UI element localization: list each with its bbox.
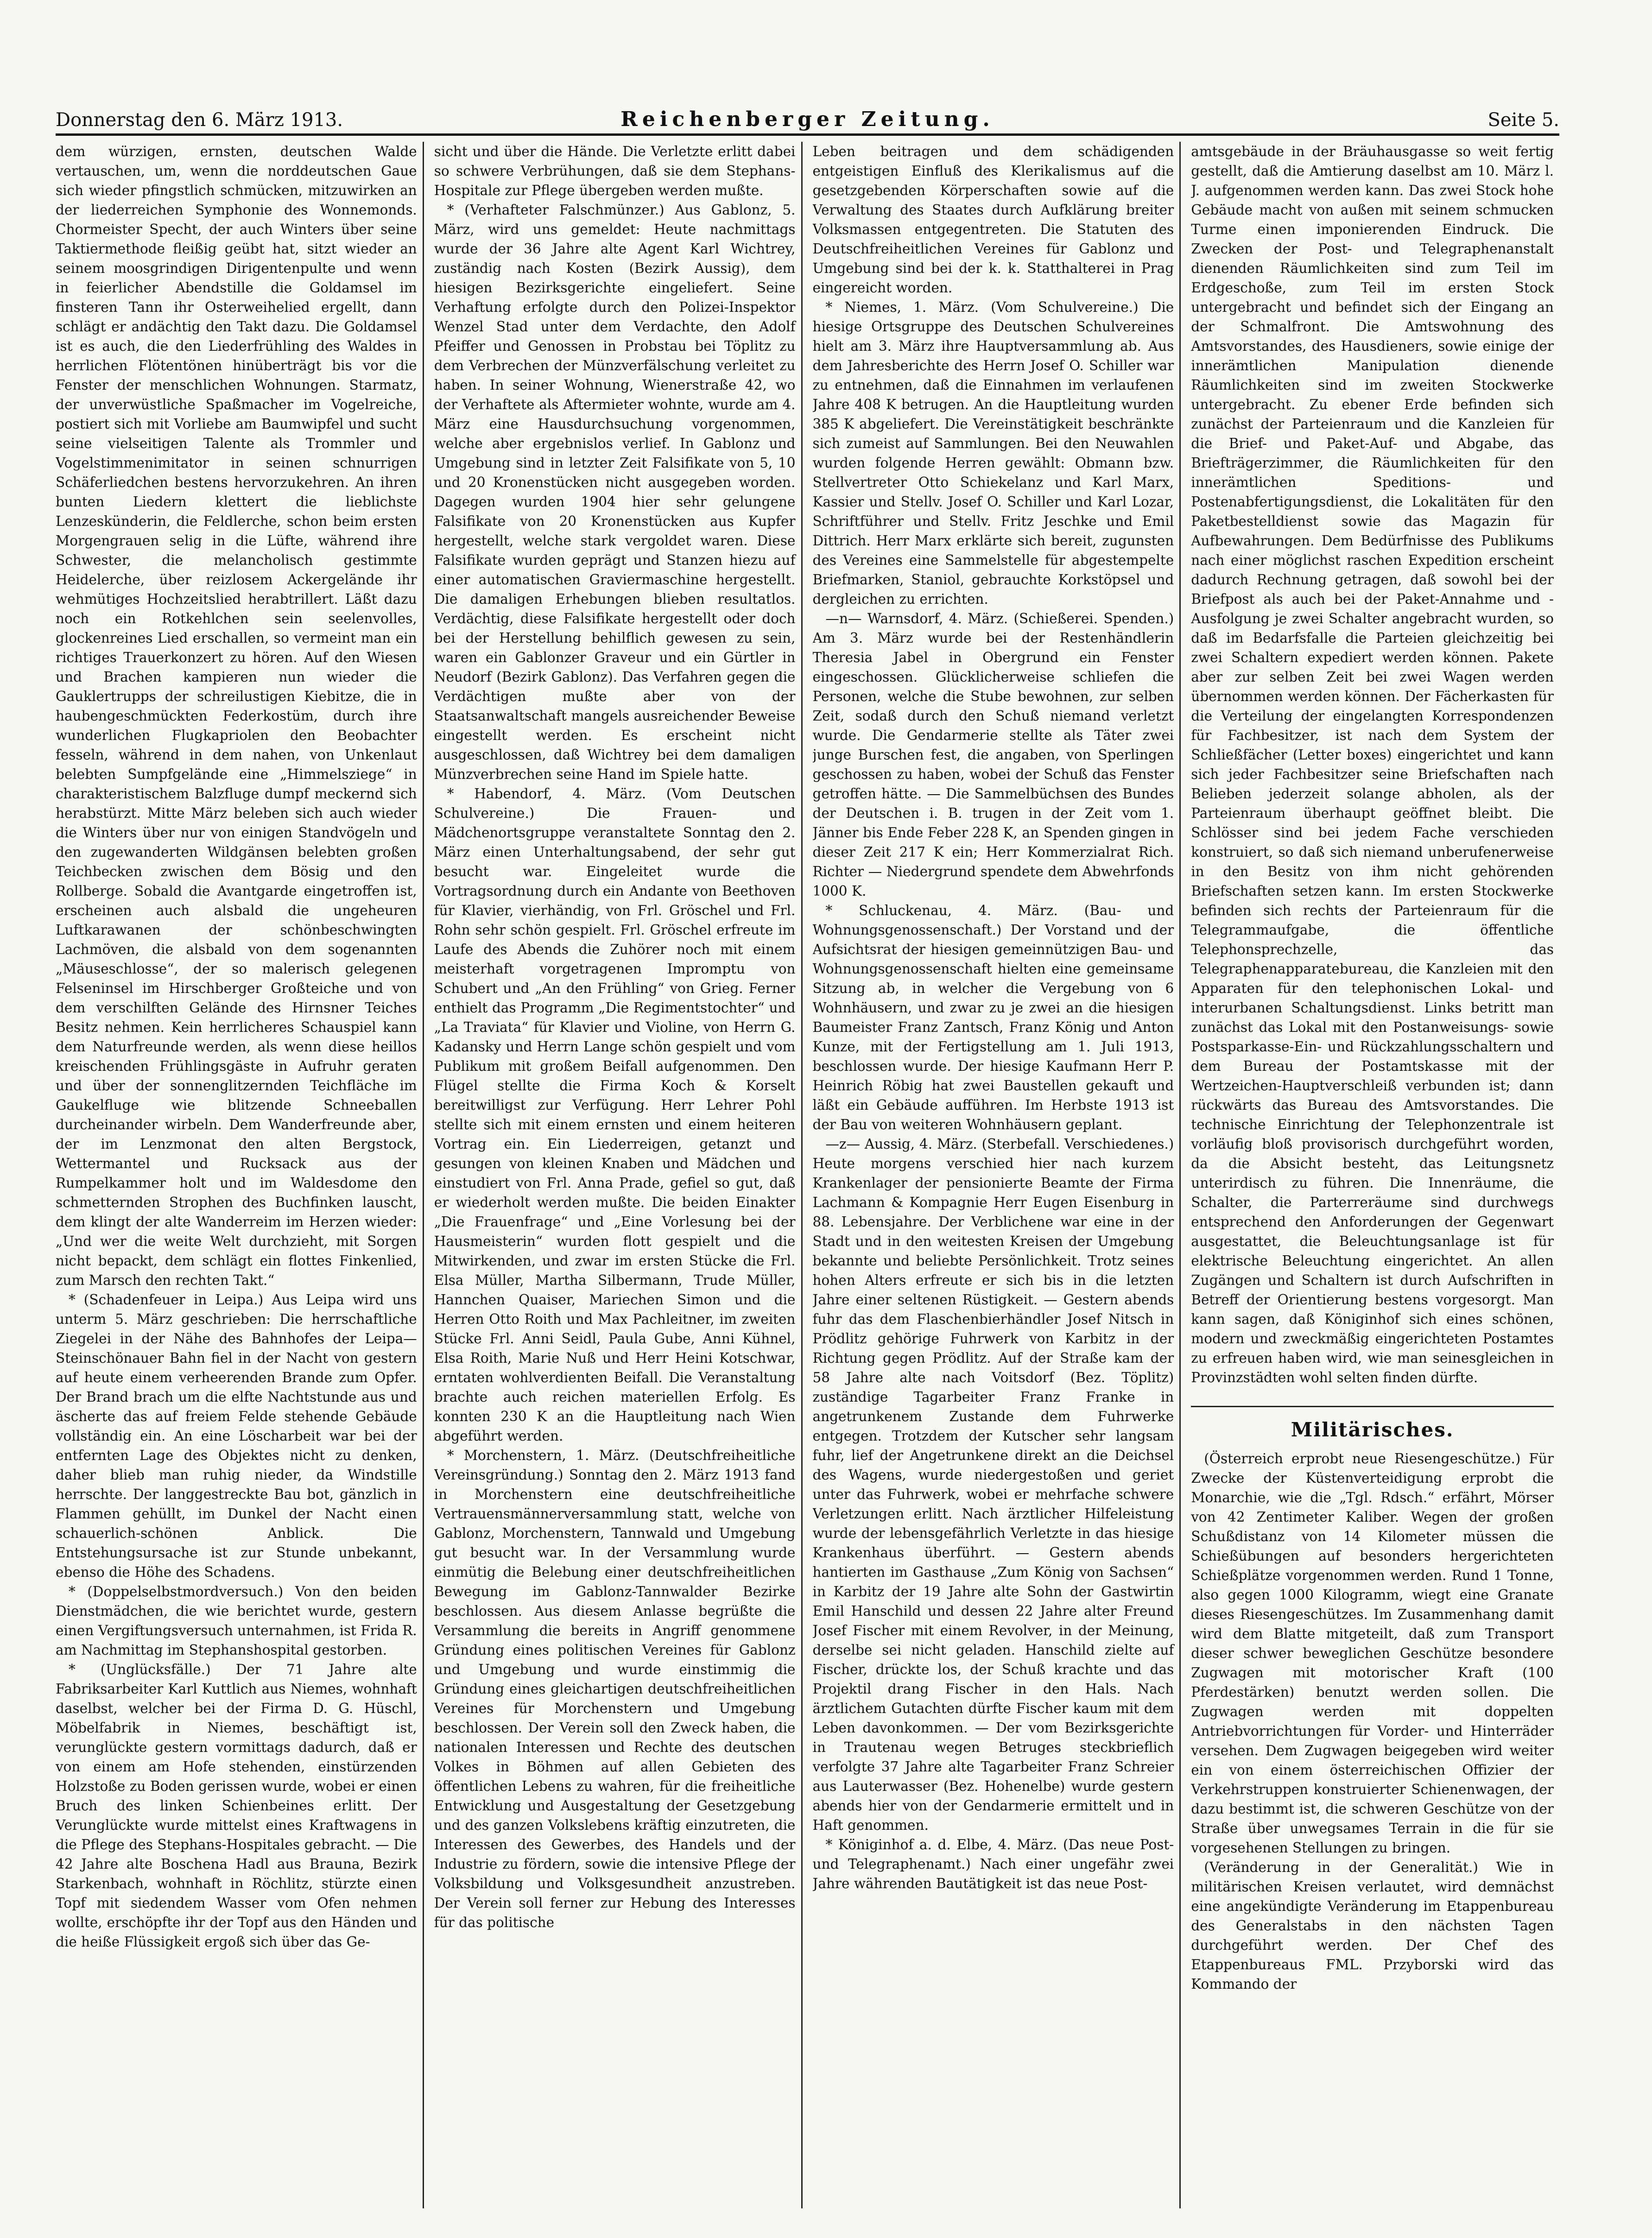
article-paragraph: Leben beitragen und dem schädigenden entgeistigen Einfluß des Klerikalismus auf die gesetzgebenden Körperschaften sowie auf die Verwaltung des Staates durch Aufklärung breiter Volksmassen entgegentreten. Die Statuten des Deutschfreiheitlichen Vereines für Gablonz und Umgebung sind bei der k. k. Statthalterei in Prag eingereicht worden. — [812, 144, 1174, 296]
article-paragraph: * Schluckenau, 4. März. (Bau- und Wohnungsgenossenschaft.) Der Vorstand und der Aufsichtsrat der hiesigen gemeinnützigen Bau- und Wohnungsgenossenschaft hielten eine gemeinsame Sitzung ab, in welcher die Vergebung von 6 Wohnhäusern, und zwar zu je zwei an die hiesigen Baumeister Franz Zantsch, Franz König und Anton Kunze, mit der Fertigstellung am 1. Juli 1913, beschlossen wurde. Der hiesige Kaufmann Herr P. Heinrich Röbig hat zwei Baustellen gekauft und läßt ein Gebäude aufführen. Im Herbste 1913 ist der Bau von weiteren Wohnhäusern geplant. — [812, 903, 1174, 1132]
article-paragraph: * Königinhof a. d. Elbe, 4. März. (Das neue Post- und Telegraphenamt.) Nach einer ungefähr zwei Jahre währenden Bautätigkeit ist das neue Post- — [812, 1837, 1174, 1891]
page-header — [56, 106, 1559, 136]
column-4 — [1191, 142, 1559, 2208]
article-paragraph: * (Verhafteter Falschmünzer.) Aus Gablonz, 5. März, wird uns gemeldet: Heute nachmittags wurde der 36 Jahre alte Agent Karl Wichtrey, zuständig nach Kosten (Bezirk Aussig), dem hiesigen Bezirksgerichte eingeliefert. Seine Verhaftung erfolgte durch den Polizei-Inspektor Wenzel Stad unter dem Verdachte, den Adolf Pfeiffer und Genossen in Probstau bei Töplitz zu dem Verbrechen der Münzverfälschung verleitet zu haben. In seiner Wohnung, Wienerstraße 42, wo der Verhaftete als Aftermieter wohnte, wurde am 4. März eine Hausdurchsuchung vorgenommen, welche aber ergebnislos verlief. In Gablonz und Umgebung sind in letzter Zeit Falsifikate von 5, 10 und 20 Kronenstücken nicht ausgegeben worden. Dagegen wurden 1904 hier sehr gelungene Falsifikate von 20 Kronenstücken aus Kupfer hergestellt, welche stark vergoldet waren. Diese Falsifikate wurden geprägt und Stanzen hiezu auf einer automatischen Graviermaschine hergestellt. Die damaligen Erhebungen blieben resultatlos. Verdächtig, diese Falsifikate hergestellt oder doch bei der Herstellung behilflich gewesen zu sein, waren ein Gablonzer Graveur und ein Gürtler in Neudorf (Bezirk Gablonz). Das Verfahren gegen die Verdächtigen mußte aber von der Staatsanwaltschaft mangels ausreichender Beweise eingestellt werden. Es erscheint nicht ausgeschlossen, daß Wichtrey bei dem damaligen Münzverbrechen seine Hand im Spiele hatte. — [434, 202, 796, 782]
article-columns — [56, 142, 1559, 2208]
article-paragraph: * Morchenstern, 1. März. (Deutschfreiheitliche Vereinsgründung.) Sonntag den 2. März 1913 fand in Morchenstern eine deutschfreiheitliche Vertrauensmännerversammlung statt, welche von Gablonz, Morchenstern, Tannwald und Umgebung gut besucht war. In der Versammlung wurde einmütig die Belebung einer deutschfreiheitlichen Bewegung im Gablonz-Tannwalder Bezirke beschlossen. Aus diesem Anlasse begrüßte die Versammlung die bereits in Angriff genommene Gründung eines politischen Vereines für Gablonz und Umgebung und wurde einstimmig die Gründung eines gleichartigen deutschfreiheitlichen Vereines für Morchenstern und Umgebung beschlossen. Der Verein soll den Zweck haben, die nationalen Interessen und Rechte des deutschen Volkes in Böhmen auf allen Gebieten des öffentlichen Lebens zu wahren, für die freiheitliche Entwicklung und Ausgestaltung der Gesetzgebung und des ganzen Volkslebens kräftig einzutreten, die Interessen des Gewerbes, des Handels und der Industrie zu fördern, sowie die intensive Pflege der Volksbildung und Volksgesundheit anzustreben. Der Verein soll ferner zur Hebung des Interesses für das politische — [434, 1448, 796, 1930]
article-paragraph: sicht und über die Hände. Die Verletzte erlitt dabei so schwere Verbrühungen, daß sie dem Stephans-Hospitale zur Pflege übergeben werden mußte. — [434, 144, 796, 198]
article-paragraph: dem würzigen, ernsten, deutschen Walde vertauschen, um, wenn die norddeutschen Gaue sich wieder pfingstlich schmücken, mitzuwirken an der liederreichen Symphonie des Wonnemonds. Chormeister Specht, der auch Winters über seine Taktiermethode fleißig geübt hat, sitzt wieder an seinem moosgrindigen Dirigentenpulte und wenn in feierlicher Abendstille die Goldamsel im finsteren Tann ihr Osterweihelied ergellt, dann schlägt er andächtig den Takt dazu. Die Goldamsel ist es auch, die den Liederfrühling des Waldes in herrlichen Flötentönen hinüberträgt bis vor die Fenster der menschlichen Wohnungen. Starmatz, der unverwüstliche Spaßmacher im Vogelreiche, postiert sich mit Vorliebe am Baumwipfel und sucht seine vielseitigen Talente als Trommler und Vogelstimmenimitator in seinen schnurrigen Schäferliedchen bestens hervorzukehren. An ihren bunten Liedern klettert die lieblichste Lenzeskünderin, die Feldlerche, schon beim ersten Morgengrauen selig in die Lüfte, während ihre Schwester, die melancholisch gestimmte Heidelerche, über reizlosem Ackergelände ihr wehmütiges Hochzeitslied herabtrillert. Läßt dazu noch ein Rotkehlchen sein seelenvolles, glockenreines Lied erschallen, so vermeint man ein richtiges Trauerkonzert zu hören. Auf den Wiesen und Brachen kampieren nun wieder die Gauklertrupps der schreilustigen Kiebitze, die in haubengeschmückten Federkostüm, durch ihre wunderlichen Flugkapriolen den Beobachter fesseln, während in dem nahen, von Unkenlaut belebten Sumpfgelände eine „Himmelsziege“ in charakteristischem Balzfluge dumpf meckernd sich herabstürzt. Mitte März beleben sich auch wieder die Winters über nur von einigen Standvögeln und den zugewanderten Wildgänsen belebten großen Teichbecken zwischen dem Bösig und den Rollberge. Sobald die Avantgarde eingetroffen ist, erscheinen auch alsbald die ungeheuren Luftkarawanen der schönbeschwingten Lachmöven, die alsbald von dem sogenannten „Mäuseschlosse“, der so malerisch gelegenen Felseninsel im Hirschberger Großteiche und von dem verschilften Gelände des Hirnsner Teiches Besitz nehmen. Kein herrlicheres Schauspiel kann dem Naturfreunde werden, als wenn diese heillos kreischenden Frühlingsgäste in Aufruhr geraten und über der sonnenglitzernden Teichfläche im Gaukelfluge wie blitzende Schneeballen durcheinander wirbeln. Dem Wanderfreunde aber, der im Lenzmonat den alten Bergstock, Wettermantel und Rucksack aus der Rumpelkammer holt und im Waldesdome den schmetternden Strophen des Buchfinken lauscht, dem klingt der alte Wanderreim im Herzen wieder: „Und wer die weite Welt durchzieht, mit Sorgen nicht bepackt, dem schlägt ein flottes Finkenlied, zum Marsch den rechten Takt.“ — [56, 144, 417, 1288]
column-3 — [813, 142, 1181, 2208]
header-date: Donnerstag den 6. März 1913. — [56, 109, 343, 131]
article-paragraph: (Veränderung in der Generalität.) Wie in militärischen Kreisen verlautet, wird demnächst eine angekündigte Veränderung im Etappenbureau des Generalstabs in den nächsten Tagen durchgeführt werden. Der Chef des Etappenbureaus FML. Przyborski wird das Kommando der — [1191, 1859, 1554, 1992]
article-paragraph: —z— Aussig, 4. März. (Sterbefall. Verschiedenes.) Heute morgens verschied hier nach kurzem Krankenlager der pensionierte Beamte der Firma Lachmann & Kompagnie Herr Eugen Eisenburg in 88. Lebensjahre. Der Verblichene war eine in der Stadt und in den weitesten Kreisen der Umgebung bekannte und beliebte Persönlichkeit. Trotz seines hohen Alters erfreute er sich bis in die letzten Jahre einer seltenen Rüstigkeit. — Gestern abends fuhr das dem Flaschenbierhändler Josef Nitsch in Prödlitz gehörige Fuhrwerk von Karbitz in der Richtung gegen Prödlitz. Auf der Straße kam der 58 Jahre alte nach Voitsdorf (Bez. Töplitz) zuständige Tagarbeiter Franz Franke in angetrunkenem Zustande dem Fuhrwerke entgegen. Trotzdem der Kutscher sehr langsam fuhr, lief der Angetrunkene direkt an die Deichsel des Wagens, wurde niedergestoßen und geriet unter das Fuhrwerk, wobei er mehrfache schwere Verletzungen erlitt. Nach ärztlicher Hilfeleistung wurde der lebensgefährlich Verletzte in das hiesige Krankenhaus überführt. — Gestern abends hantierten im Gasthause „Zum König von Sachsen“ in Karbitz der 19 Jahre alte Sohn der Gastwirtin Emil Hanschild und dessen 22 Jahre alter Freund Josef Fischer mit einem Revolver, in der Meinung, derselbe sei nicht geladen. Hanschild zielte auf Fischer, drückte los, der Schuß krachte und das Projektil drang Fischer in den Hals. Nach ärztlichem Gutachten dürfte Fischer kaum mit dem Leben davonkommen. — Der vom Bezirksgerichte in Trautenau wegen Betruges steckbrieflich verfolgte 37 Jahre alte Tagarbeiter Franz Schreier aus Lauterwasser (Bez. Hohenelbe) wurde gestern abends hier von der Gendarmerie ermittelt und in Haft genommen. — [812, 1136, 1174, 1833]
article-paragraph: * Niemes, 1. März. (Vom Schulvereine.) Die hiesige Ortsgruppe des Deutschen Schulvereines hielt am 3. März ihre Hauptversammlung ab. Aus dem Jahresberichte des Herrn Josef O. Schiller war zu entnehmen, daß die Einnahmen im verlaufenen Jahre 408 K betrugen. An die Hauptleitung wurden 385 K abgeliefert. Die Vereinstätigkeit beschränkte sich zumeist auf Sammlungen. Bei den Neuwahlen wurden folgende Herren gewählt: Obmann bzw. Stellvertreter Otto Schiekelanz und Karl Marx, Kassier und Stellv. Josef O. Schiller und Karl Lozar, Schriftführer und Stellv. Fritz Jeschke und Emil Dittrich. Herr Marx erklärte sich bereit, zugunsten des Vereines eine Sammelstelle für abgestempelte Briefmarken, Staniol, gebrauchte Korkstöpsel und dergleichen zu errichten. — [812, 299, 1174, 607]
article-paragraph: * (Schadenfeuer in Leipa.) Aus Leipa wird uns unterm 5. März geschrieben: Die herrschaftliche Ziegelei in der Nähe des Bahnhofes der Leipa—Steinschönauer Bahn fiel in der Nacht von gestern auf heute einem verheerenden Brande zum Opfer. Der Brand brach um die elfte Nachtstunde aus und äscherte das auf freiem Felde stehende Gebäude vollständig ein. An eine Löscharbeit war bei der entfernten Lage des Objektes nicht zu denken, daher blieb man ruhig nieder, da Windstille herrschte. Der langgestreckte Bau bot, gänzlich in Flammen gehüllt, im Dunkel der Nacht einen schauerlich-schönen Anblick. Die Entstehungsursache ist zur Stunde unbekannt, ebenso die Höhe des Schadens. — [56, 1292, 417, 1580]
article-paragraph: * Habendorf, 4. März. (Vom Deutschen Schulvereine.) Die Frauen- und Mädchenortsgruppe veranstaltete Sonntag den 2. März einen Unterhaltungsabend, der sehr gut besucht war. Eingeleitet wurde die Vortragsordnung durch ein Andante von Beethoven für Klavier, vierhändig, von Frl. Gröschel und Frl. Rohn sehr schön gespielt. Frl. Gröschel erfreute im Laufe des Abends die Zuhörer noch mit einem meisterhaft vorgetragenen Impromptu von Schubert und „An den Frühling“ von Grieg. Ferner enthielt das Programm „Die Regimentstochter“ und „La Traviata“ für Klavier und Violine, von Herrn G. Kadansky und Herrn Lange schön gespielt und vom Publikum mit großem Beifall aufgenommen. Den Flügel stellte die Firma Koch & Korselt bereitwilligst zur Verfügung. Herr Lehrer Pohl stellte sich mit einem ernsten und einem heiteren Vortrag ein. Ein Liederreigen, getanzt und gesungen von kleinen Knaben und Mädchen und einstudiert von Frl. Anna Prade, gefiel so gut, daß er wiederholt werden mußte. Die beiden Einakter „Die Frauenfrage“ und „Eine Vorlesung bei der Hausmeisterin“ wurden flott gespielt und die Mitwirkenden, und zwar im ersten Stücke die Frl. Elsa Müller, Martha Silbermann, Trude Müller, Hannchen Quaiser, Mariechen Simon und die Herren Otto Roith und Max Pachleitner, im zweiten Stücke Frl. Anni Seidl, Paula Gube, Anni Kühnel, Elsa Roith, Marie Nuß und Herr Heini Kotschwar, erntaten wohlverdienten Beifall. Die Veranstaltung brachte auch reichen materiellen Erfolg. Es konnten 230 K an die Hauptleitung nach Wien abgeführt werden. — [434, 786, 796, 1444]
article-paragraph: amtsgebäude in der Bräuhausgasse so weit fertig gestellt, daß die Amtierung daselbst am 10. März l. J. aufgenommen werden kann. Das zwei Stock hohe Gebäude macht von außen mit seinem schmucken Turme einen imponierenden Eindruck. Die Zwecken der Post- und Telegraphenanstalt dienenden Räumlichkeiten sind zum Teil im Erdgeschoße, zum Teil im ersten Stock untergebracht und befindet sich der Eingang an der Schmalfront. Die Amtswohnung des Amtsvorstandes, des Hausdieners, sowie einige der innerämtlichen Manipulation dienende Räumlichkeiten sind im zweiten Stockwerke untergebracht. Zu ebener Erde befinden sich zunächst der Parteienraum und die Kanzleien für die Brief- und Paket-Auf- und Abgabe, das Briefträgerzimmer, die Räumlichkeiten für den innerämtlichen Speditions- und Postenabfertigungsdienst, die Lokalitäten für den Paketbestelldienst sowie das Magazin für Aufbewahrungen. Dem Bedürfnisse des Publikums nach einer möglichst raschen Expedition erscheint dadurch Rechnung getragen, daß sowohl bei der Briefpost als auch bei der Paket-Annahme und -Ausfolgung je zwei Schalter angebracht wurden, so daß im Bedarfsfalle die Parteien gleichzeitig bei zwei Schaltern expediert werden können. Pakete aber zur selben Zeit bei zwei Wagen werden übernommen werden können. Der Fächerkasten für die Verteilung der eingelangten Korrespondenzen für Fachbesitzer, ist nach dem System der Schließfächer (Letter boxes) eingerichtet und kann sich jeder Fachbesitzer seine Briefschaften nach Belieben jederzeit solange abholen, als der Parteienraum überhaupt geöffnet bleibt. Die Schlösser sind bei jedem Fache verschieden konstruiert, so daß sich niemand unberufenerweise in den Besitz von ihm nicht gehörenden Briefschaften setzen kann. Im ersten Stockwerke befinden sich rechts der Parteienraum für die Telegrammaufgabe, die öffentliche Telephonsprechzelle, das Telegraphenapparatebureau, die Kanzleien mit den Apparaten für den telephonischen Lokal- und interurbanen Schaltungsdienst. Links betritt man zunächst das Lokal mit den Postanweisungs- sowie Postsparkasse-Ein- und Rückzahlungsschaltern und dem Bureau der Postamtskasse mit der Wertzeichen-Hauptverschleiß verbunden ist; dann rückwärts das Bureau des Amtsvorstandes. Die technische Einrichtung der Telephonzentrale ist vorläufig bloß provisorisch durchgeführt worden, da die Absicht besteht, das Leitungsnetz unterirdisch zu führen. Die Innenräume, die Schalter, die Parterreräume sind durchwegs entsprechend den Anforderungen der Gegenwart ausgestattet, die Beleuchtungsanlage ist für elektrische Beleuchtung eingerichtet. An allen Zugängen und Schaltern ist durch Aufschriften in Betreff der Orientierung bestens vorgesorgt. Man kann sagen, daß Königinhof sich eines schönen, modern und zweckmäßig eingerichteten Postamtes zu erfreuen haben wird, wie man seinesgleichen in Provinzstädten wohl selten finden dürfte. — [1191, 144, 1554, 1385]
newspaper-title: Reichenberger Zeitung. — [620, 107, 994, 131]
article-paragraph: * (Unglücksfälle.) Der 71 Jahre alte Fabriksarbeiter Karl Kuttlich aus Niemes, wohnhaft daselbst, welcher bei der Firma D. G. Hüschl, Möbelfabrik in Niemes, beschäftigt ist, verunglückte gestern vormittags dadurch, daß er von einem am Hofe stehenden, einstürzenden Holzstoße zu Boden gerissen wurde, wobei er einen Bruch des linken Schienbeines erlitt. Der Verunglückte wurde mittelst eines Kraftwagens in die Pflege des Stephans-Hospitales gebracht. — Die 42 Jahre alte Boschena Hadl aus Brauna, Bezirk Starkenbach, wohnhaft in Röchlitz, stürzte einen Topf mit siedendem Wasser vom Ofen nehmen wollte, erschöpfte ihr der Topf aus den Händen und die heiße Flüssigkeit ergoß sich über das Ge- — [56, 1662, 417, 1950]
column-2 — [434, 142, 803, 2208]
column-1 — [56, 142, 424, 2208]
article-paragraph: * (Doppelselbstmordversuch.) Von den beiden Dienstmädchen, die wie berichtet wurde, gestern einen Vergiftungsversuch unternahmen, ist Frida R. am Nachmittag im Stephanshospital gestorben. — [56, 1584, 417, 1658]
page-number: Seite 5. — [1487, 109, 1559, 131]
section-heading-military: Militärisches. — [1191, 1406, 1554, 1440]
article-paragraph: —n— Warnsdorf, 4. März. (Schießerei. Spenden.) Am 3. März wurde bei der Restenhändlerin Theresia Jabel in Obergrund ein Fenster eingeschossen. Glücklicherweise schliefen die Personen, welche die Stube bewohnen, zur selben Zeit, sodaß durch den Schuß niemand verletzt wurde. Die Gendarmerie stellte als Täter zwei junge Burschen fest, die angaben, von Sperlingen geschossen zu haben, wobei der Schuß das Fenster getroffen hätte. — Die Sammelbüchsen des Bundes der Deutschen i. B. trugen in der Zeit vom 1. Jänner bis Ende Feber 228 K, an Spenden gingen in dieser Zeit 217 K ein; Herr Kommerzialrat Rich. Richter — Niedergrund spendete dem Abwehrfonds 1000 K. — [812, 611, 1174, 899]
article-paragraph: (Österreich erprobt neue Riesengeschütze.) Für Zwecke der Küstenverteidigung erprobt die Monarchie, wie die „Tgl. Rdsch.“ erfährt, Mörser von 42 Zentimeter Kaliber. Wegen der großen Schußdistanz von 14 Kilometer müssen die Schießübungen auf besonders hergerichteten Schießplätze vorgenommen werden. Rund 1 Tonne, also gegen 1000 Kilogramm, wiegt eine Granate dieses Riesengeschützes. Im Zusammenhang damit wird dem Blatte mitgeteilt, daß zum Transport dieser schwer beweglichen Geschütze besondere Zugwagen mit motorischer Kraft (100 Pferdestärken) benutzt werden sollen. Die Zugwagen werden mit doppelten Antriebvorrichtungen für Vorder- und Hinterräder versehen. Dem Zugwagen beigegeben wird weiter ein von einem österreichischen Offizier der Verkehrstruppen konstruierter Schienenwagen, der dazu bestimmt ist, die schweren Geschütze von der Straße über unwegsames Terrain in die für sie vorgesehenen Stellungen zu bringen. — [1191, 1451, 1554, 1856]
